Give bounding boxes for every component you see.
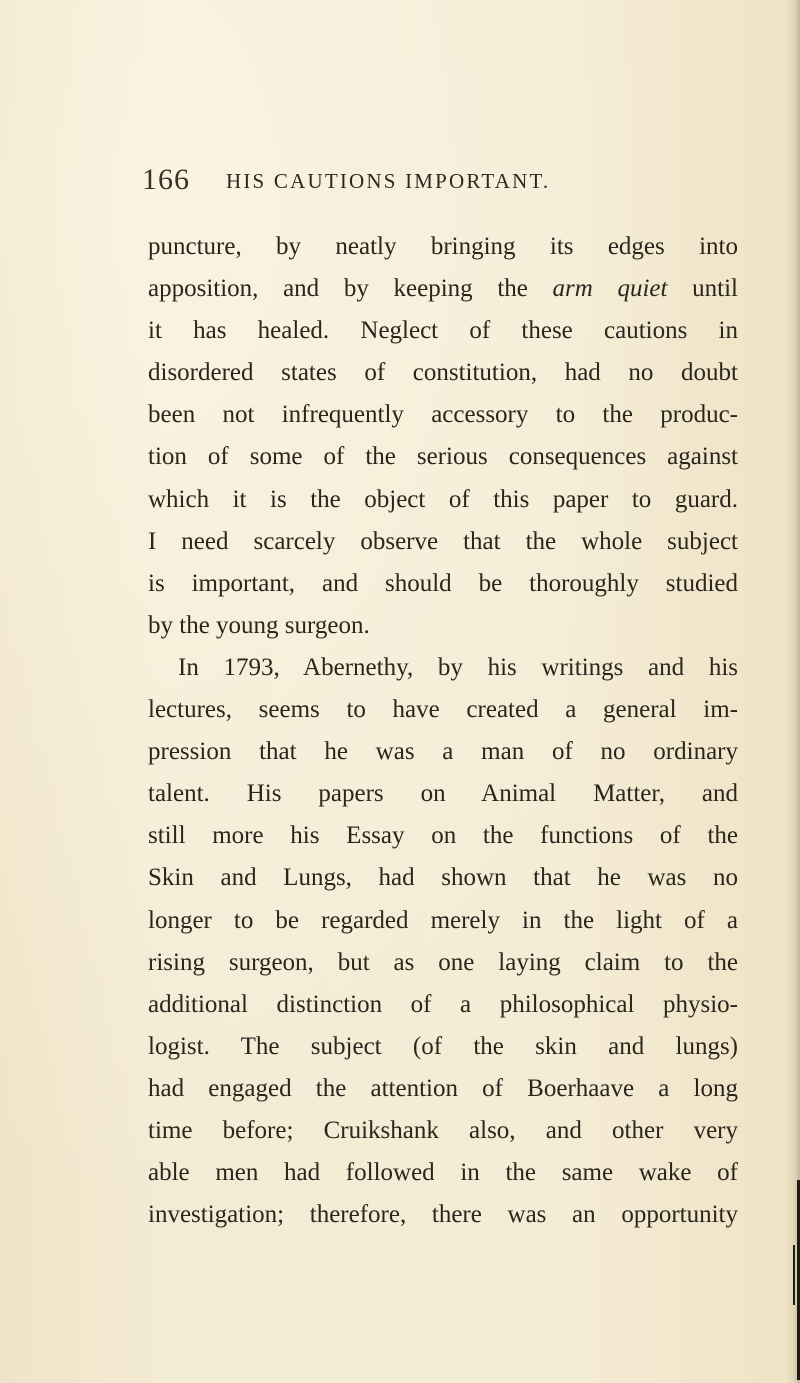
text-fragment: apposition, and by keeping the (148, 275, 553, 303)
text-line: disordered states of constitution, had no doubt (148, 359, 738, 387)
text-line: it has healed. Neglect of these cautions in (148, 317, 738, 345)
text-line: time before; Cruikshank also, and other very (148, 1116, 738, 1144)
page-number: 166 (142, 163, 190, 196)
text-line: had engaged the attention of Boerhaave a long (148, 1074, 738, 1102)
paragraph-first-line: In 1793, Abernethy, by his writings and his (178, 653, 738, 681)
running-head (142, 160, 742, 200)
text-line: talent. His papers on Animal Matter, and (148, 780, 738, 808)
text-line: tion of some of the serious consequences against (148, 443, 738, 471)
page-edge-shadow (786, 0, 800, 1383)
italic-emphasis: arm quiet (552, 275, 668, 303)
text-line: by the young surgeon. (148, 611, 370, 639)
text-line: logist. The subject (of the skin and lungs) (148, 1032, 738, 1060)
text-line: is important, and should be thoroughly studied (148, 569, 738, 597)
text-line: pression that he was a man of no ordinary (148, 738, 738, 766)
body-text (148, 226, 738, 1236)
text-line (148, 268, 738, 310)
text-line: which it is the object of this paper to guard. (148, 485, 738, 513)
text-fragment: until (667, 275, 738, 303)
text-line: rising surgeon, but as one laying claim to the (148, 948, 738, 976)
running-title: HIS CAUTIONS IMPORTANT. (226, 169, 551, 193)
binding-edge-mark (793, 1245, 795, 1305)
text-line: I need scarcely observe that the whole subject (148, 527, 738, 555)
text-line: additional distinction of a philosophical physio- (148, 990, 738, 1018)
text-line: been not infrequently accessory to the produc- (148, 401, 738, 429)
text-line: investigation; therefore, there was an opportunity (148, 1201, 738, 1229)
text-line: Skin and Lungs, had shown that he was no (148, 864, 738, 892)
text-line: able men had followed in the same wake of (148, 1159, 738, 1187)
text-line: puncture, by neatly bringing its edges into (148, 233, 738, 260)
text-line: longer to be regarded merely in the light of a (148, 906, 738, 934)
text-line: still more his Essay on the functions of the (148, 822, 738, 850)
text-line: lectures, seems to have created a general im- (148, 696, 738, 724)
